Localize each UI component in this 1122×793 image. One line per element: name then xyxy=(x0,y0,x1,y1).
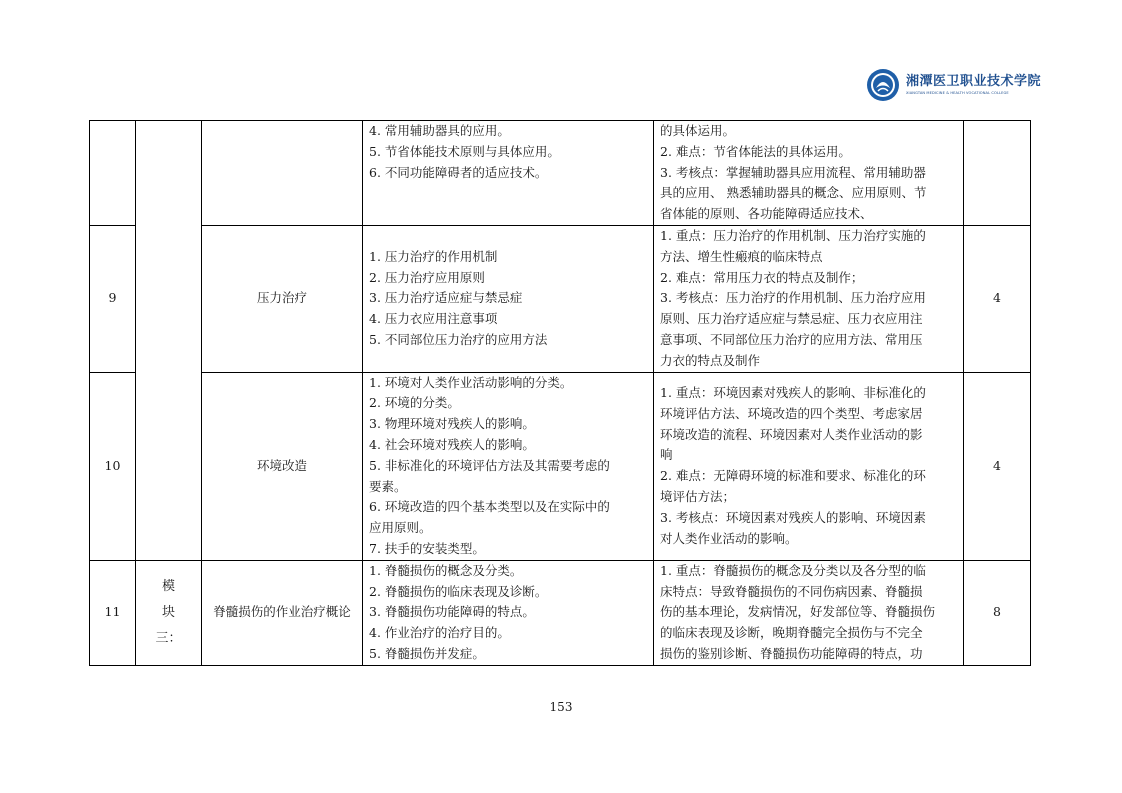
key-point-line: 方法、增生性瘢痕的临床特点 xyxy=(660,248,823,264)
key-points-cell xyxy=(654,226,964,373)
key-point-line: 2. 难点：常用压力衣的特点及制作； xyxy=(660,269,864,285)
college-emblem-icon xyxy=(866,68,900,102)
content-line: 4. 社会环境对残疾人的影响。 xyxy=(369,436,535,452)
content-line: 4. 常用辅助器具的应用。 xyxy=(369,123,510,138)
key-points-cell xyxy=(654,372,964,560)
key-point-line: 的具体运用。 xyxy=(660,123,736,138)
content-line: 4. 压力衣应用注意事项 xyxy=(369,311,498,327)
key-point-line: 环境改造的流程、环境因素对人类作业活动的影 xyxy=(660,426,923,442)
key-point-line: 对人类作业活动的影响。 xyxy=(660,530,798,546)
key-point-line: 响 xyxy=(660,447,673,463)
content-line: 2. 脊髓损伤的临床表现及诊断。 xyxy=(369,583,548,599)
key-points-cell xyxy=(654,560,964,665)
row-title: 环境改造 xyxy=(202,372,363,560)
module-cell xyxy=(136,560,202,665)
content-line: 2. 环境的分类。 xyxy=(369,395,460,411)
key-point-line: 1. 重点：脊髓损伤的概念及分类以及各分型的临 xyxy=(660,562,926,578)
content-line: 6. 不同功能障碍者的适应技术。 xyxy=(369,164,548,180)
content-line: 6. 环境改造的四个基本类型以及在实际中的 xyxy=(369,499,610,515)
key-point-line: 床特点：导致脊髓损伤的不同伤病因素、脊髓损 xyxy=(660,583,923,599)
page-number: 153 xyxy=(549,700,573,714)
content-cell xyxy=(363,226,654,373)
module-cell xyxy=(136,121,202,561)
key-point-line: 2. 难点：节省体能法的具体运用。 xyxy=(660,143,851,159)
key-point-line: 力衣的特点及制作 xyxy=(660,352,761,368)
hours-cell: 8 xyxy=(964,560,1031,665)
row-title: 压力治疗 xyxy=(202,226,363,373)
content-line: 3. 脊髓损伤功能障碍的特点。 xyxy=(369,604,535,620)
content-cell xyxy=(363,560,654,665)
key-point-line: 3. 考核点：掌握辅助器具应用流程、常用辅助器 xyxy=(660,164,926,180)
content-line: 3. 压力治疗适应症与禁忌症 xyxy=(369,290,523,306)
content-line: 1. 脊髓损伤的概念及分类。 xyxy=(369,562,523,578)
content-line: 7. 扶手的安装类型。 xyxy=(369,540,485,556)
key-point-line: 1. 重点：压力治疗的作用机制、压力治疗实施的 xyxy=(660,228,926,243)
table-row xyxy=(90,560,1031,665)
row-title: 脊髓损伤的作业治疗概论 xyxy=(202,560,363,665)
content-line: 5. 非标准化的环境评估方法及其需要考虑的 xyxy=(369,457,610,473)
content-line: 应用原则。 xyxy=(369,520,432,536)
hours-cell: 4 xyxy=(964,226,1031,373)
content-line: 5. 不同部位压力治疗的应用方法 xyxy=(369,331,548,347)
key-point-line: 3. 考核点：环境因素对残疾人的影响、环境因素 xyxy=(660,509,926,525)
content-line: 要素。 xyxy=(369,478,407,494)
content-line: 1. 环境对人类作业活动影响的分类。 xyxy=(369,374,573,390)
college-logo xyxy=(866,66,1042,104)
college-name-en: XIANGTAN MEDICINE & HEALTH VOCATIONAL COLLEGE xyxy=(906,91,1009,95)
hours-cell xyxy=(964,121,1031,226)
key-points-cell xyxy=(654,121,964,226)
content-cell xyxy=(363,372,654,560)
module-label-char: 模 xyxy=(161,578,175,594)
key-point-line: 1. 重点：环境因素对残疾人的影响、非标准化的 xyxy=(660,384,926,400)
row-number: 9 xyxy=(90,226,136,373)
key-point-line: 伤的基本理论，发病情况，好发部位等、脊髓损伤 xyxy=(660,604,936,620)
row-title xyxy=(202,121,363,226)
key-point-line: 具的应用、 熟悉辅助器具的概念、应用原则、节 xyxy=(660,185,927,201)
hours-cell: 4 xyxy=(964,372,1031,560)
key-point-line: 境评估方法； xyxy=(660,488,736,504)
table-row xyxy=(90,372,1031,560)
row-number xyxy=(90,121,136,226)
module-label-char: 块 xyxy=(161,604,175,620)
key-point-line: 环境评估方法、环境改造的四个类型、考虑家居 xyxy=(660,405,923,421)
row-number: 11 xyxy=(90,560,136,665)
key-point-line: 原则、压力治疗适应症与禁忌症、压力衣应用注 xyxy=(660,311,923,327)
course-content-table xyxy=(89,120,1031,666)
key-point-line: 2. 难点：无障碍环境的标准和要求、标准化的环 xyxy=(660,468,926,484)
content-line: 3. 物理环境对残疾人的影响。 xyxy=(369,416,535,432)
content-cell xyxy=(363,121,654,226)
table-row xyxy=(90,121,1031,226)
key-point-line: 的临床表现及诊断，晚期脊髓完全损伤与不完全 xyxy=(660,625,923,641)
key-point-line: 3. 考核点：压力治疗的作用机制、压力治疗应用 xyxy=(660,290,926,306)
key-point-line: 意事项、不同部位压力治疗的应用方法、常用压 xyxy=(660,331,923,347)
content-line: 5. 节省体能技术原则与具体应用。 xyxy=(369,143,560,159)
content-line: 4. 作业治疗的治疗目的。 xyxy=(369,625,510,641)
content-line: 1. 压力治疗的作用机制 xyxy=(369,248,498,264)
key-point-line: 损伤的鉴别诊断、脊髓损伤功能障碍的特点，功 xyxy=(660,645,923,661)
content-line: 2. 压力治疗应用原则 xyxy=(369,269,485,285)
table-row xyxy=(90,226,1031,373)
row-number: 10 xyxy=(90,372,136,560)
module-label-char: 三： xyxy=(155,630,182,646)
college-name-cn: 湘潭医卫职业技术学院 xyxy=(906,74,1042,89)
content-line: 5. 脊髓损伤并发症。 xyxy=(369,645,485,661)
key-point-line: 省体能的原则、各功能障碍适应技术、 xyxy=(660,206,873,222)
